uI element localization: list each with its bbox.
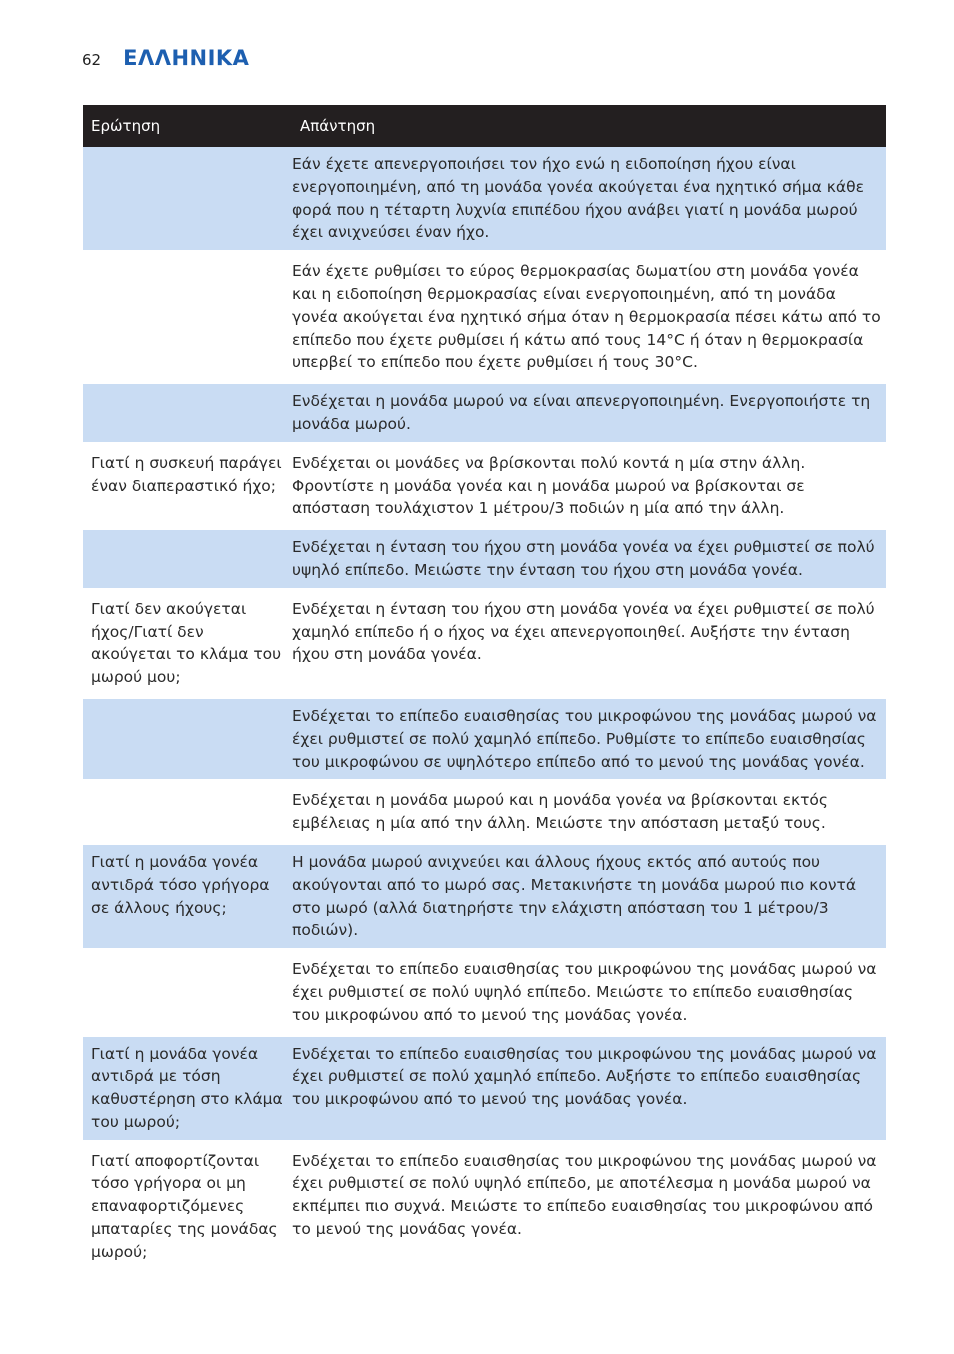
question-cell [83,147,292,250]
answer-cell: Ενδέχεται η μονάδα μωρού και η μονάδα γονέα να βρίσκονται εκτός εμβέλειας η μία από την άλλη. Μειώστε την απόσταση μεταξύ τους. [292,791,829,833]
table-row [83,530,886,592]
answer-cell: Ενδέχεται το επίπεδο ευαισθησίας του μικροφώνου της μονάδας μωρού να έχει ρυθμιστεί σε πολύ υψηλό επίπεδο, με αποτέλεσμα η μονάδα μωρού να εκπέμπει πιο συχνά. Μειώστε το επίπεδο ευαισθησίας του μικροφώνου από το μενού της μονάδας γονέα. [292,1151,877,1239]
answer-cell: Ενδέχεται το επίπεδο ευαισθησίας του μικροφώνου της μονάδας μωρού να έχει ρυθμιστεί σε πολύ χαμηλό επίπεδο. Αυξήστε το επίπεδο ευαισθησίας του μικροφώνου από το μενού της μονάδας γονέα. [292,1044,877,1109]
answer-cell: Εάν έχετε απενεργοποιήσει τον ήχο ενώ η ειδοποίηση ήχου είναι ενεργοποιημένη, από τη μονάδα γονέα ακούγεται ένα ηχητικό σήμα κάθε φορά που η τέταρτη λυχνία επιπέδου ήχου ανάβει γιατί η μονάδα μωρού έχει ανιχνεύσει έναν ήχο. [292,155,864,242]
question-cell: Γιατί η μονάδα γονέα αντιδρά με τόση καθυστέρηση στο κλάμα του μωρού; [91,1044,283,1131]
table-row [83,699,886,783]
question-cell: Γιατί δεν ακούγεται ήχος/Γιατί δεν ακούγεται το κλάμα του μωρού μου; [91,599,282,687]
table-row [83,147,886,254]
question-cell [83,384,292,442]
question-cell [83,254,292,380]
language-title: ΕΛΛΗΝΙΚΑ [123,46,250,70]
table-row [83,845,886,952]
faq-table [83,105,886,1274]
table-body [83,147,886,1274]
table-row [83,384,886,446]
page-number: 62 [82,51,102,69]
table-row [83,1144,886,1274]
page-header [82,46,249,76]
question-cell [83,783,292,841]
answer-cell: Ενδέχεται οι μονάδες να βρίσκονται πολύ κοντά η μία στην άλλη. Φροντίστε η μονάδα γονέα και η μονάδα μωρού να βρίσκονται σε απόσταση τουλάχιστον 1 μέτρου/3 ποδιών η μία από την άλλη. [292,453,806,518]
answer-cell: Η μονάδα μωρού ανιχνεύει και άλλους ήχους εκτός από αυτούς που ακούγονται από το μωρό σας. Μετακινήστε τη μονάδα μωρού πιο κοντά στο μωρό (αλλά διατηρήστε την ελάχιστη απόσταση του 1 μέτρου/3 ποδιών). [292,852,857,940]
table-row [83,254,886,384]
answer-cell: Ενδέχεται το επίπεδο ευαισθησίας του μικροφώνου της μονάδας μωρού να έχει ρυθμιστεί σε πολύ υψηλό επίπεδο. Μειώστε το επίπεδο ευαισθησίας του μικροφώνου από το μενού της μονάδας γονέα. [292,960,877,1024]
table-row [83,446,886,530]
answer-cell: Ενδέχεται η μονάδα μωρού να είναι απενεργοποιημένη. Ενεργοποιήστε τη μονάδα μωρού. [292,392,871,433]
answer-cell: Ενδέχεται η ένταση του ήχου στη μονάδα γονέα να έχει ρυθμιστεί σε πολύ χαμηλό επίπεδο ή ο ήχος να έχει απενεργοποιηθεί. Αυξήστε την ένταση ήχου στη μονάδα γονέα. [292,599,875,664]
question-cell: Γιατί η μονάδα γονέα αντιδρά τόσο γρήγορα σε άλλους ήχους; [91,852,270,917]
question-cell: Γιατί αποφορτίζονται τόσο γρήγορα οι μη επαναφορτιζόμενες μπαταρίες της μονάδας μωρού; [91,1151,278,1261]
answer-cell: Εάν έχετε ρυθμίσει το εύρος θερμοκρασίας δωματίου στη μονάδα γονέα και η ειδοποίηση θερμοκρασίας είναι ενεργοποιημένη, από τη μονάδα γονέα ακούγεται ένα ηχητικό σήμα όταν η θερμοκρασία πέσει κάτω από το επίπεδο που έχετε ρυθμίσει ή κάτω από τους 14°C ή όταν η θερμοκρασία υπερβεί το επίπεδο που έχετε ρυθμίσει ή τους 30°C. [292,262,881,372]
table-header [83,105,886,147]
table-row [83,952,886,1036]
question-cell [83,952,292,1032]
question-cell: Γιατί η συσκευή παράγει έναν διαπεραστικό ήχο; [91,453,282,495]
question-cell [83,530,292,588]
table-row [83,783,886,845]
table-row [83,1037,886,1144]
column-header-answer: Απάντηση [300,117,376,135]
table-row [83,592,886,699]
column-header-question: Ερώτηση [91,117,161,135]
question-cell [83,699,292,779]
answer-cell: Ενδέχεται η ένταση του ήχου στη μονάδα γονέα να έχει ρυθμιστεί σε πολύ υψηλό επίπεδο. Μειώστε την ένταση του ήχου στη μονάδα γονέα. [292,538,875,579]
answer-cell: Ενδέχεται το επίπεδο ευαισθησίας του μικροφώνου της μονάδας μωρού να έχει ρυθμιστεί σε πολύ χαμηλό επίπεδο. Ρυθμίστε το επίπεδο ευαισθησίας του μικροφώνου σε υψηλότερο επίπεδο από το μενού της μονάδας γονέα. [292,706,877,771]
